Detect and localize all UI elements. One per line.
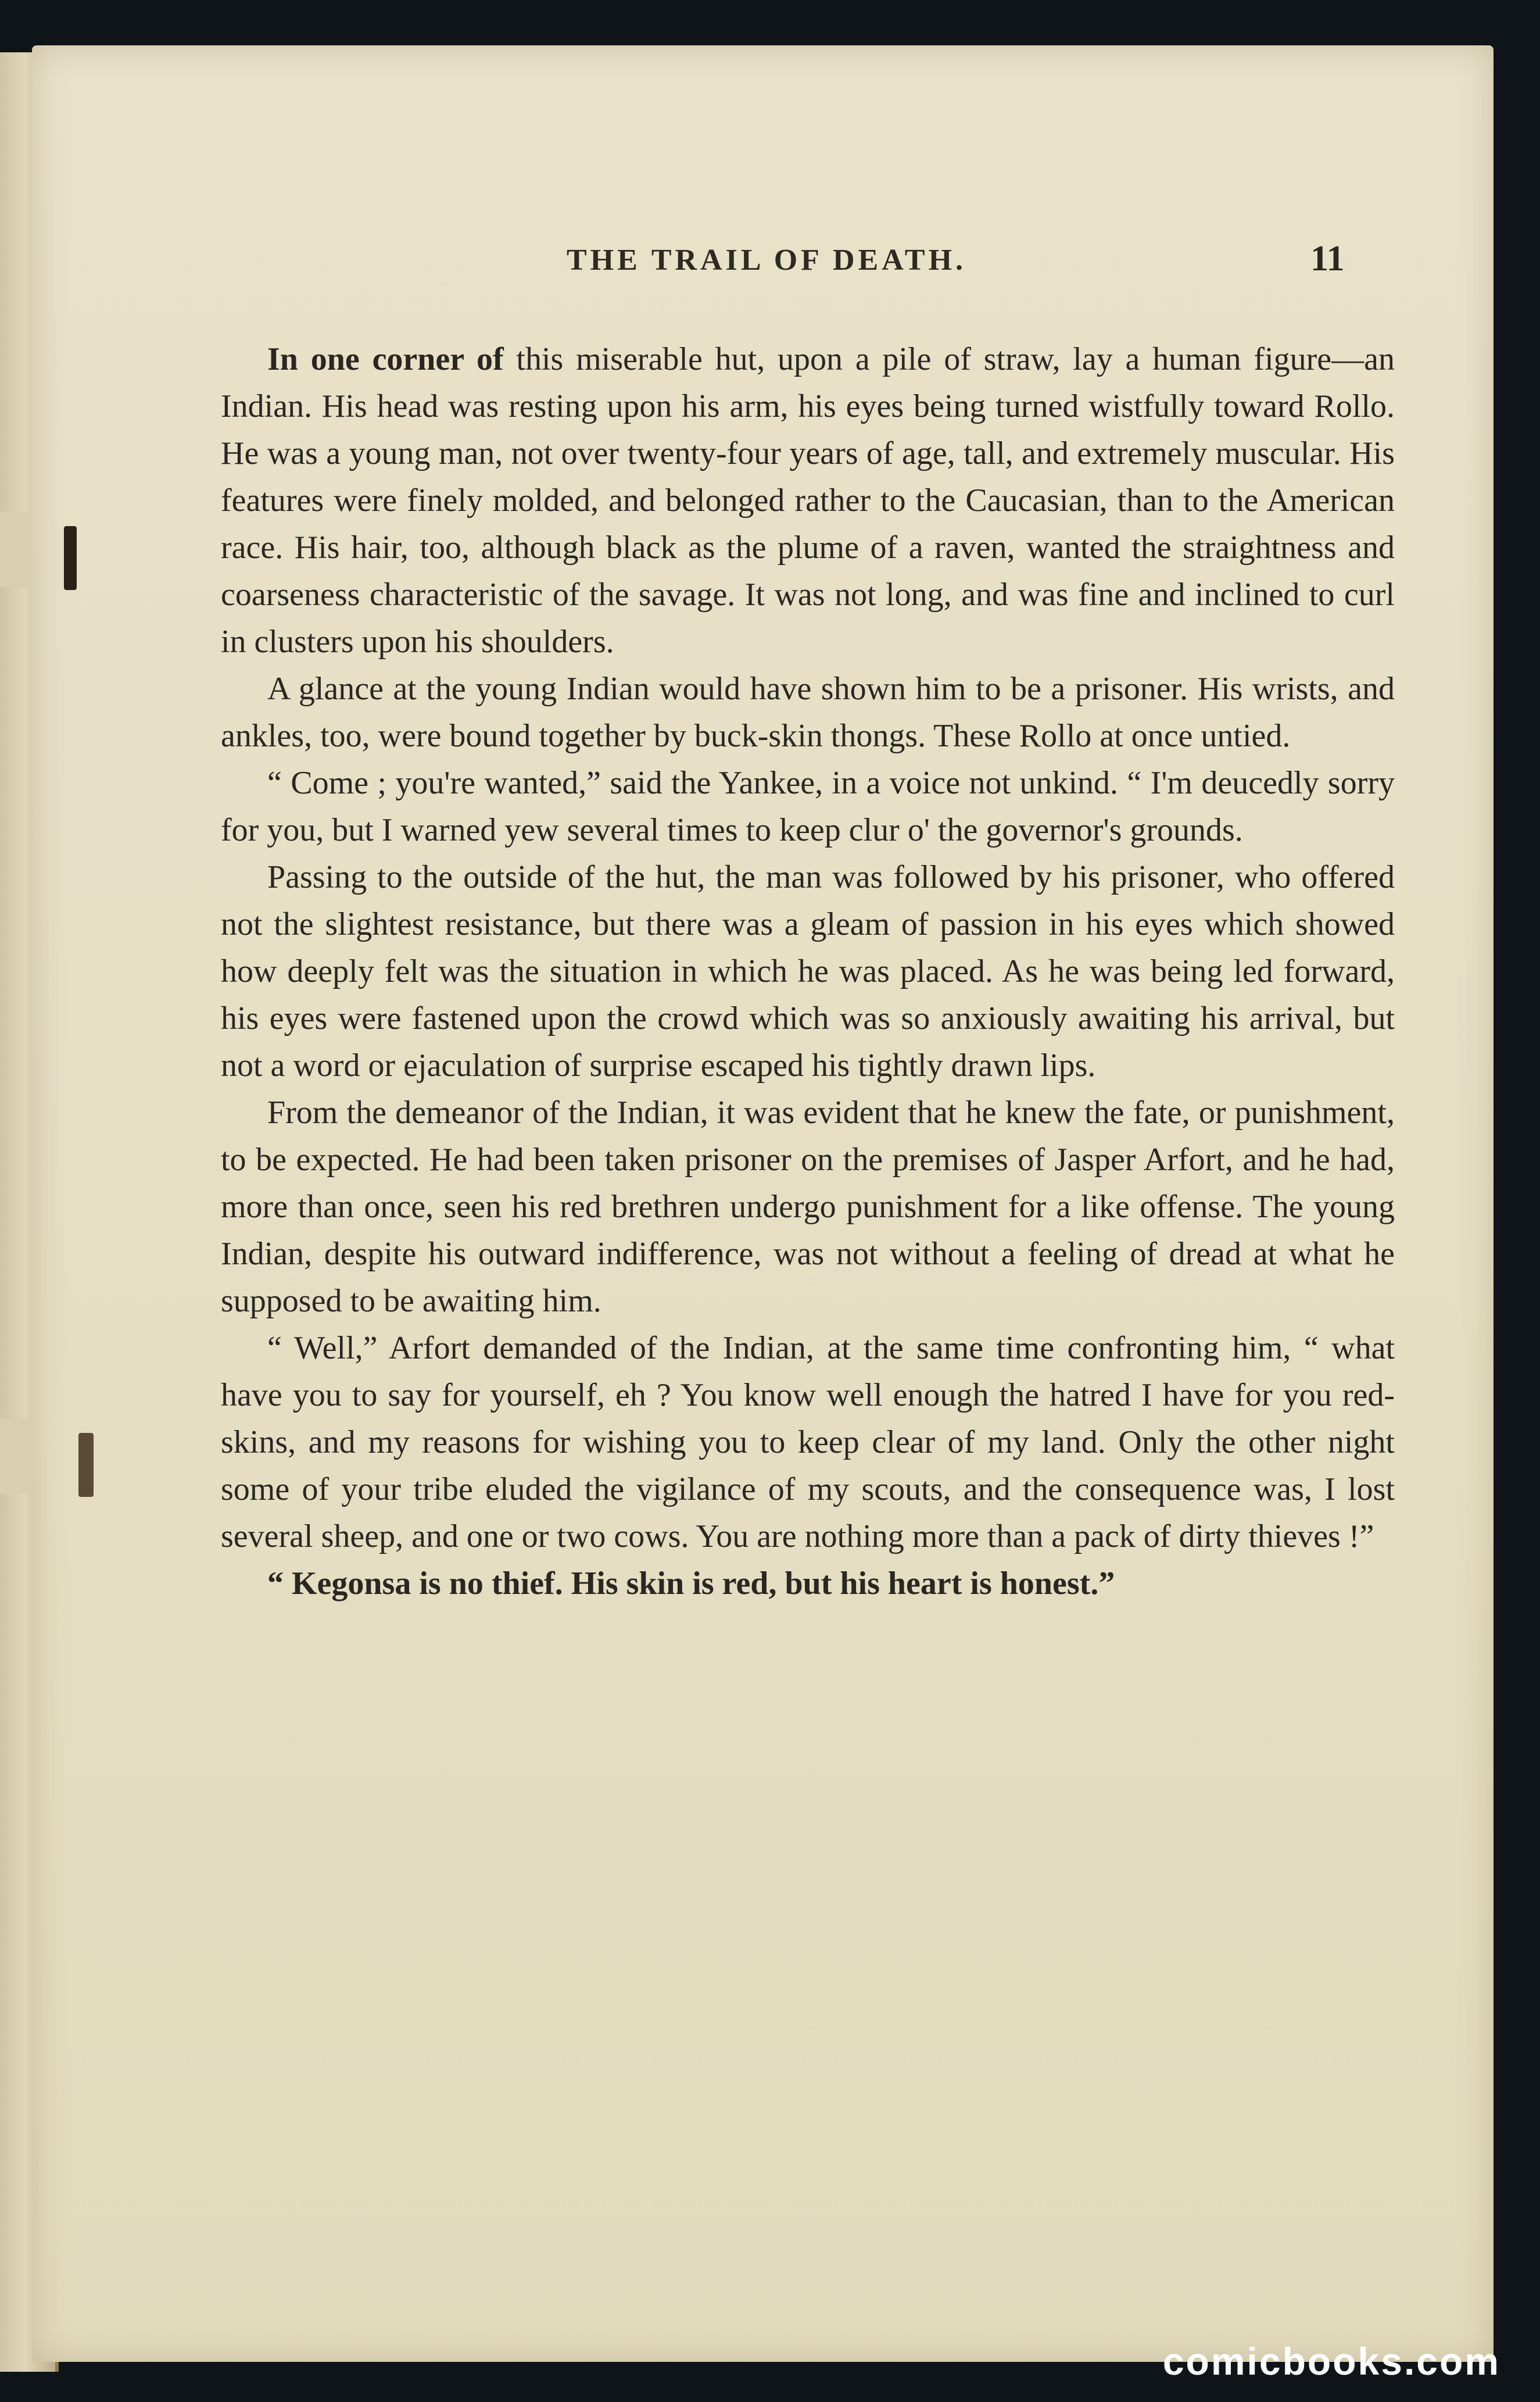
paragraph-text: this miserable hut, upon a pile of straw, lay a human figure—an Indian. His head was resting upon his arm, his eyes being turned wistfully toward Rollo. He was a young man, not over twenty-four years of age, tall, and extremely muscular. His features were finely molded, and belonged rather to the Caucasian, than to the American race. His hair, too, although black as the plume of a raven, wanted the straightness and coarseness characteristic of the savage. It was not long, and was fine and inclined to curl in clusters upon his shoulders. (221, 341, 1395, 660)
body-text (221, 336, 1395, 1607)
paragraph (221, 336, 1395, 666)
paragraph: From the demeanor of the Indian, it was evident that he knew the fate, or punishment, to be expected. He had been taken prisoner on the premises of Jasper Arfort, and he had, more than once, seen his red brethren undergo punishment for a like offense. The young Indian, despite his outward indifference, was not without a feeling of dread at what he supposed to be awaiting him. (221, 1095, 1395, 1319)
watermark: comicbooks.com (1162, 2340, 1500, 2383)
page-number: 11 (1310, 239, 1345, 278)
paragraph: Passing to the outside of the hut, the man was followed by his prisoner, who offered not the slightest resistance, but there was a gleam of passion in his eyes which showed how deeply felt was the situation in which he was placed. As he was being led forward, his eyes were fastened upon the crowd which was so anxiously awaiting his arrival, but not a word or ejaculation of surprise escaped his tightly drawn lips. (221, 859, 1395, 1084)
paragraph: “ Well,” Arfort demanded of the Indian, at the same time confronting him, “ what have you to say for yourself, eh ? You know well enough the hatred I have for you red-skins, and my reasons for wishing you to keep clear of my land. Only the other night some of your tribe eluded the vigilance of my scouts, and the consequence was, I lost several sheep, and one or two cows. You are nothing more than a pack of dirty thieves !” (221, 1330, 1395, 1554)
paragraph: “ Kegonsa is no thief. His skin is red, but his heart is honest.” (267, 1565, 1115, 1602)
running-head-title: THE TRAIL OF DEATH. (567, 244, 967, 277)
paragraph-lead-bold: In one corner of (267, 341, 504, 377)
paragraph: A glance at the young Indian would have shown him to be a prisoner. His wrists, and ankles, too, were bound together by buck-skin thongs. These Rollo at once untied. (221, 671, 1395, 754)
paragraph: “ Come ; you're wanted,” said the Yankee, in a voice not unkind. “ I'm deucedly sorry for you, but I warned yew several times to keep clur o' the governor's grounds. (221, 765, 1395, 848)
staple (64, 526, 77, 590)
running-head (32, 239, 1494, 289)
staple (78, 1433, 94, 1497)
book-page (32, 45, 1494, 2362)
